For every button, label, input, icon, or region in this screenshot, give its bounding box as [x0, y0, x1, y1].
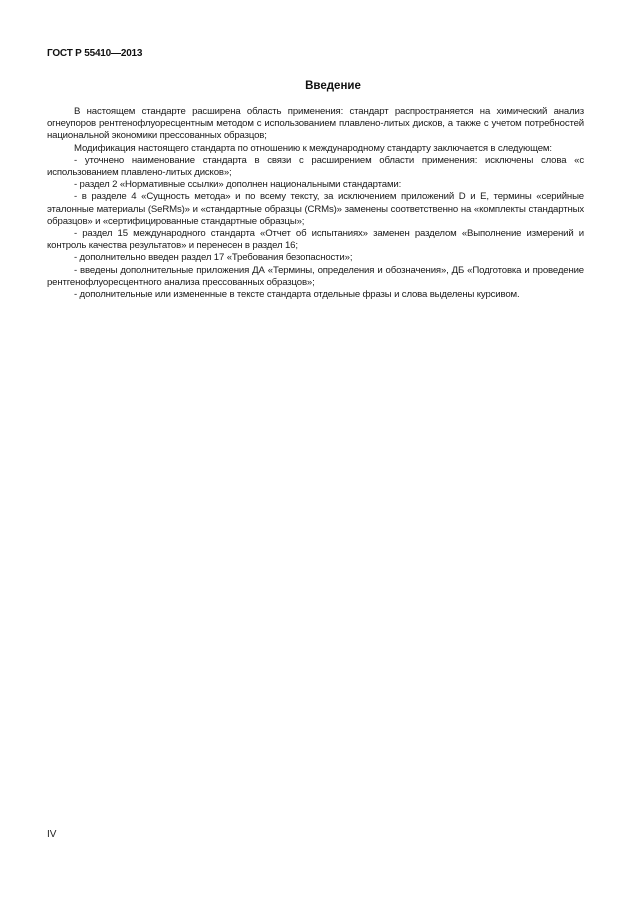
- list-item-section-15: - раздел 15 международного стандарта «Отчет об испытаниях» заменен разделом «Выполнение измерений и контроль качества результатов» и перенесен в раздел 16;: [47, 228, 584, 252]
- list-item-section-17: - дополнительно введен раздел 17 «Требования безопасности»;: [74, 252, 353, 264]
- list-item-annexes: - введены дополнительные приложения ДА «Термины, определения и обозначения», ДБ «Подготовка и проведение рентгенофлуоресцентного анализа прессованных образцов»;: [47, 264, 584, 288]
- section-title: Введение: [305, 80, 361, 92]
- page-number: IV: [47, 829, 57, 840]
- list-item-italics-note: - дополнительные или измененные в тексте стандарта отдельные фразы и слова выделены курсивом.: [74, 289, 520, 301]
- list-item-title-change: - уточнено наименование стандарта в связи с расширением области применения: исключены слова «с использованием плавлено-литых дисков»;: [47, 154, 584, 179]
- list-item-normative-refs: - раздел 2 «Нормативные ссылки» дополнен национальными стандартами:: [74, 179, 402, 191]
- paragraph-scope: В настоящем стандарте расширена область применения: стандарт распространяется на химический анализ огнеупоров рентгенофлуоресцентным методом с использованием плавлено-литых дисков, а также с учетом потребностей национальной экономики прессованных образцов;: [47, 106, 584, 142]
- introduction-body: [47, 106, 584, 301]
- document-code-header: ГОСТ Р 55410—2013: [47, 48, 143, 59]
- list-item-terms-replaced: - в разделе 4 «Сущность метода» и по всему тексту, за исключением приложений D и E, термины «серийные эталонные материалы (SeRMs)» и «стандартные образцы (CRMs)» заменены соответственно на «комплекты стандартных образцов» и «сертифицированные стандартные образцы»;: [47, 191, 584, 227]
- paragraph-modification: Модификация настоящего стандарта по отношению к международному стандарту заключается в следующем:: [74, 142, 552, 154]
